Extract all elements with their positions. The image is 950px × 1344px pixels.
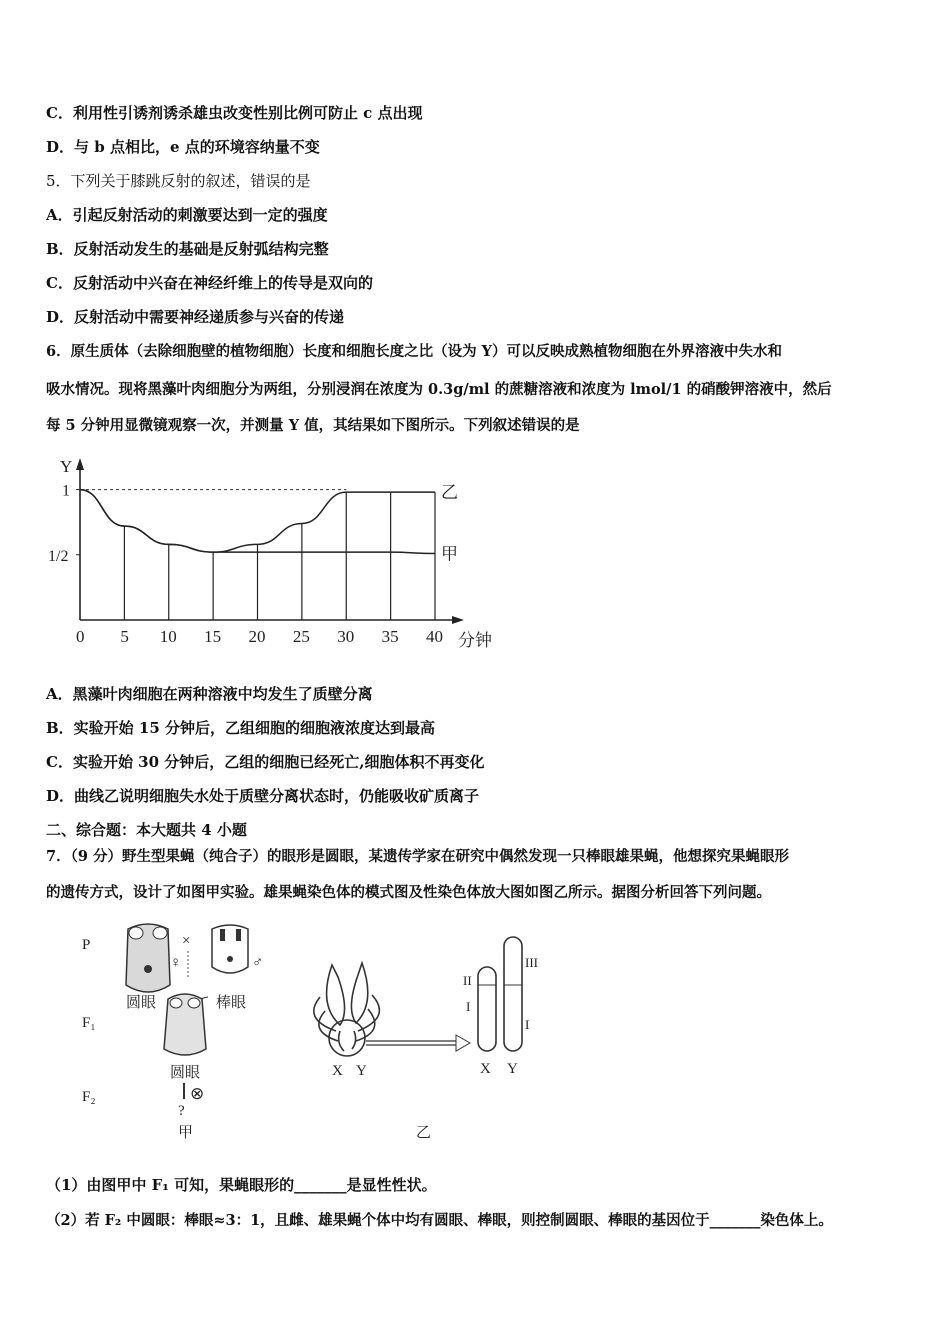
q5-option-a: A．引起反射活动的刺激要达到一定的强度 [46, 206, 328, 224]
x-tick-label: 0 [76, 627, 85, 646]
q4-option-c: C．利用性引诱剂诱杀雄虫改变性别比例可防止 c 点出现 [46, 104, 423, 122]
label-f1: F₁ [82, 1015, 96, 1031]
x-axis-arrow-icon [452, 616, 464, 624]
x-tick-label: 35 [381, 627, 399, 646]
male-symbol: ♂ [252, 955, 264, 971]
q6-option-c: C．实验开始 30 分钟后，乙组的细胞已经死亡,细胞体积不再变化 [46, 753, 485, 771]
f2-question-mark: ? [178, 1103, 185, 1119]
x-chromosome [478, 967, 496, 1051]
label-jia-figure: 甲 [178, 1125, 194, 1141]
q6-stem-line3: 每 5 分钟用显微镜观察一次，并测量 Y 值，其结果如下图所示。下列叙述错误的是 [46, 417, 580, 434]
label-bar-eye: 棒眼 [216, 995, 247, 1011]
y-tick-label: 1 [62, 482, 70, 500]
label-region-i-right: I [525, 1017, 530, 1032]
x-tick-label: 20 [248, 627, 266, 646]
q7-sub-question-1: （1）由图甲中 F₁ 可知，果蝇眼形的_______是显性性状。 [46, 1176, 437, 1194]
x-tick-label: 10 [159, 627, 177, 646]
f1-round-eye-fly-icon [164, 994, 206, 1055]
label-region-iii: III [525, 955, 538, 970]
female-round-eye-fly-icon [126, 924, 170, 992]
y-value-chart [40, 450, 500, 660]
x-tick-label: 30 [337, 627, 355, 646]
series-label-yi: 乙 [441, 483, 458, 503]
karyotype-diagram [314, 963, 380, 1056]
genetics-figure [70, 915, 550, 1145]
q7-stem-line2: 的遗传方式，设计了如图甲实验。雄果蝇染色体的模式图及性染色体放大图如图乙所示。据图分析回答下列问题。 [46, 884, 771, 901]
q5-option-b: B．反射活动发生的基础是反射弧结构完整 [46, 240, 329, 258]
arrow-icon [366, 1035, 470, 1051]
label-region-i-left: I [466, 999, 471, 1014]
q5-stem: 5．下列关于膝跳反射的叙述，错误的是 [46, 172, 311, 190]
q4-option-d: D．与 b 点相比，e 点的环境容纳量不变 [46, 138, 320, 156]
label-round-eye-f1: 圆眼 [170, 1065, 201, 1081]
q6-option-a: A．黑藻叶肉细胞在两种溶液中均发生了质壁分离 [46, 685, 373, 703]
y-chromosome [504, 937, 522, 1051]
section-heading: 二、综合题：本大题共 4 小题 [46, 821, 247, 839]
q7-stem-line1: 7．（9 分）野生型果蝇（纯合子）的眼形是圆眼，某遗传学家在研究中偶然发现一只棒眼雄果蝇，他想探究果蝇眼形 [46, 848, 789, 865]
x-tick-label: 5 [120, 627, 129, 646]
q6-option-d: D．曲线乙说明细胞失水处于质壁分离状态时，仍能吸收矿质离子 [46, 787, 480, 805]
x-tick-label: 40 [426, 627, 443, 646]
x-axis-label: 分钟 [458, 631, 492, 650]
label-x-small: X [332, 1063, 343, 1079]
q6-option-b: B．实验开始 15 分钟后，乙组细胞的细胞液浓度达到最高 [46, 719, 435, 737]
q7-sub-question-2: （2）若 F₂ 中圆眼：棒眼≈3：1，且雌、雄果蝇个体中均有圆眼、棒眼，则控制圆眼、棒眼的基因位于_______染色体上。 [46, 1212, 833, 1229]
label-x-large: X [480, 1061, 491, 1077]
y-axis-label: Y [60, 457, 73, 476]
label-y-small: Y [356, 1063, 367, 1079]
series-label-jia: 甲 [441, 544, 458, 564]
self-cross-symbol: ⊗ [190, 1084, 205, 1103]
label-p: P [82, 937, 91, 953]
q6-stem-line2: 吸水情况。现将黑藻叶肉细胞分为两组，分别浸润在浓度为 0.3g/ml 的蔗糖溶液和浓度为 lmol/1 的硝酸钾溶液中，然后 [46, 381, 832, 398]
female-symbol: ♀ [170, 955, 182, 971]
q5-option-d: D．反射活动中需要神经递质参与兴奋的传递 [46, 308, 345, 326]
male-bar-eye-fly-icon [212, 925, 248, 973]
x-tick-label: 15 [204, 627, 222, 646]
series-line-yi [80, 490, 435, 553]
x-tick-label: 25 [292, 627, 310, 646]
y-axis-arrow-icon [76, 458, 84, 470]
q5-option-c: C．反射活动中兴奋在神经纤维上的传导是双向的 [46, 274, 373, 292]
label-f2: F₂ [82, 1089, 96, 1105]
label-region-ii: II [463, 973, 472, 988]
label-y-large: Y [507, 1061, 518, 1077]
label-yi-figure: 乙 [416, 1125, 432, 1141]
cross-symbol: × [182, 933, 191, 949]
label-round-eye: 圆眼 [126, 995, 157, 1011]
y-tick-label: 1/2 [48, 547, 69, 565]
q6-stem-line1: 6．原生质体（去除细胞壁的植物细胞）长度和细胞长度之比（设为 Y）可以反映成熟植物细胞在外界溶液中失水和 [46, 343, 782, 360]
